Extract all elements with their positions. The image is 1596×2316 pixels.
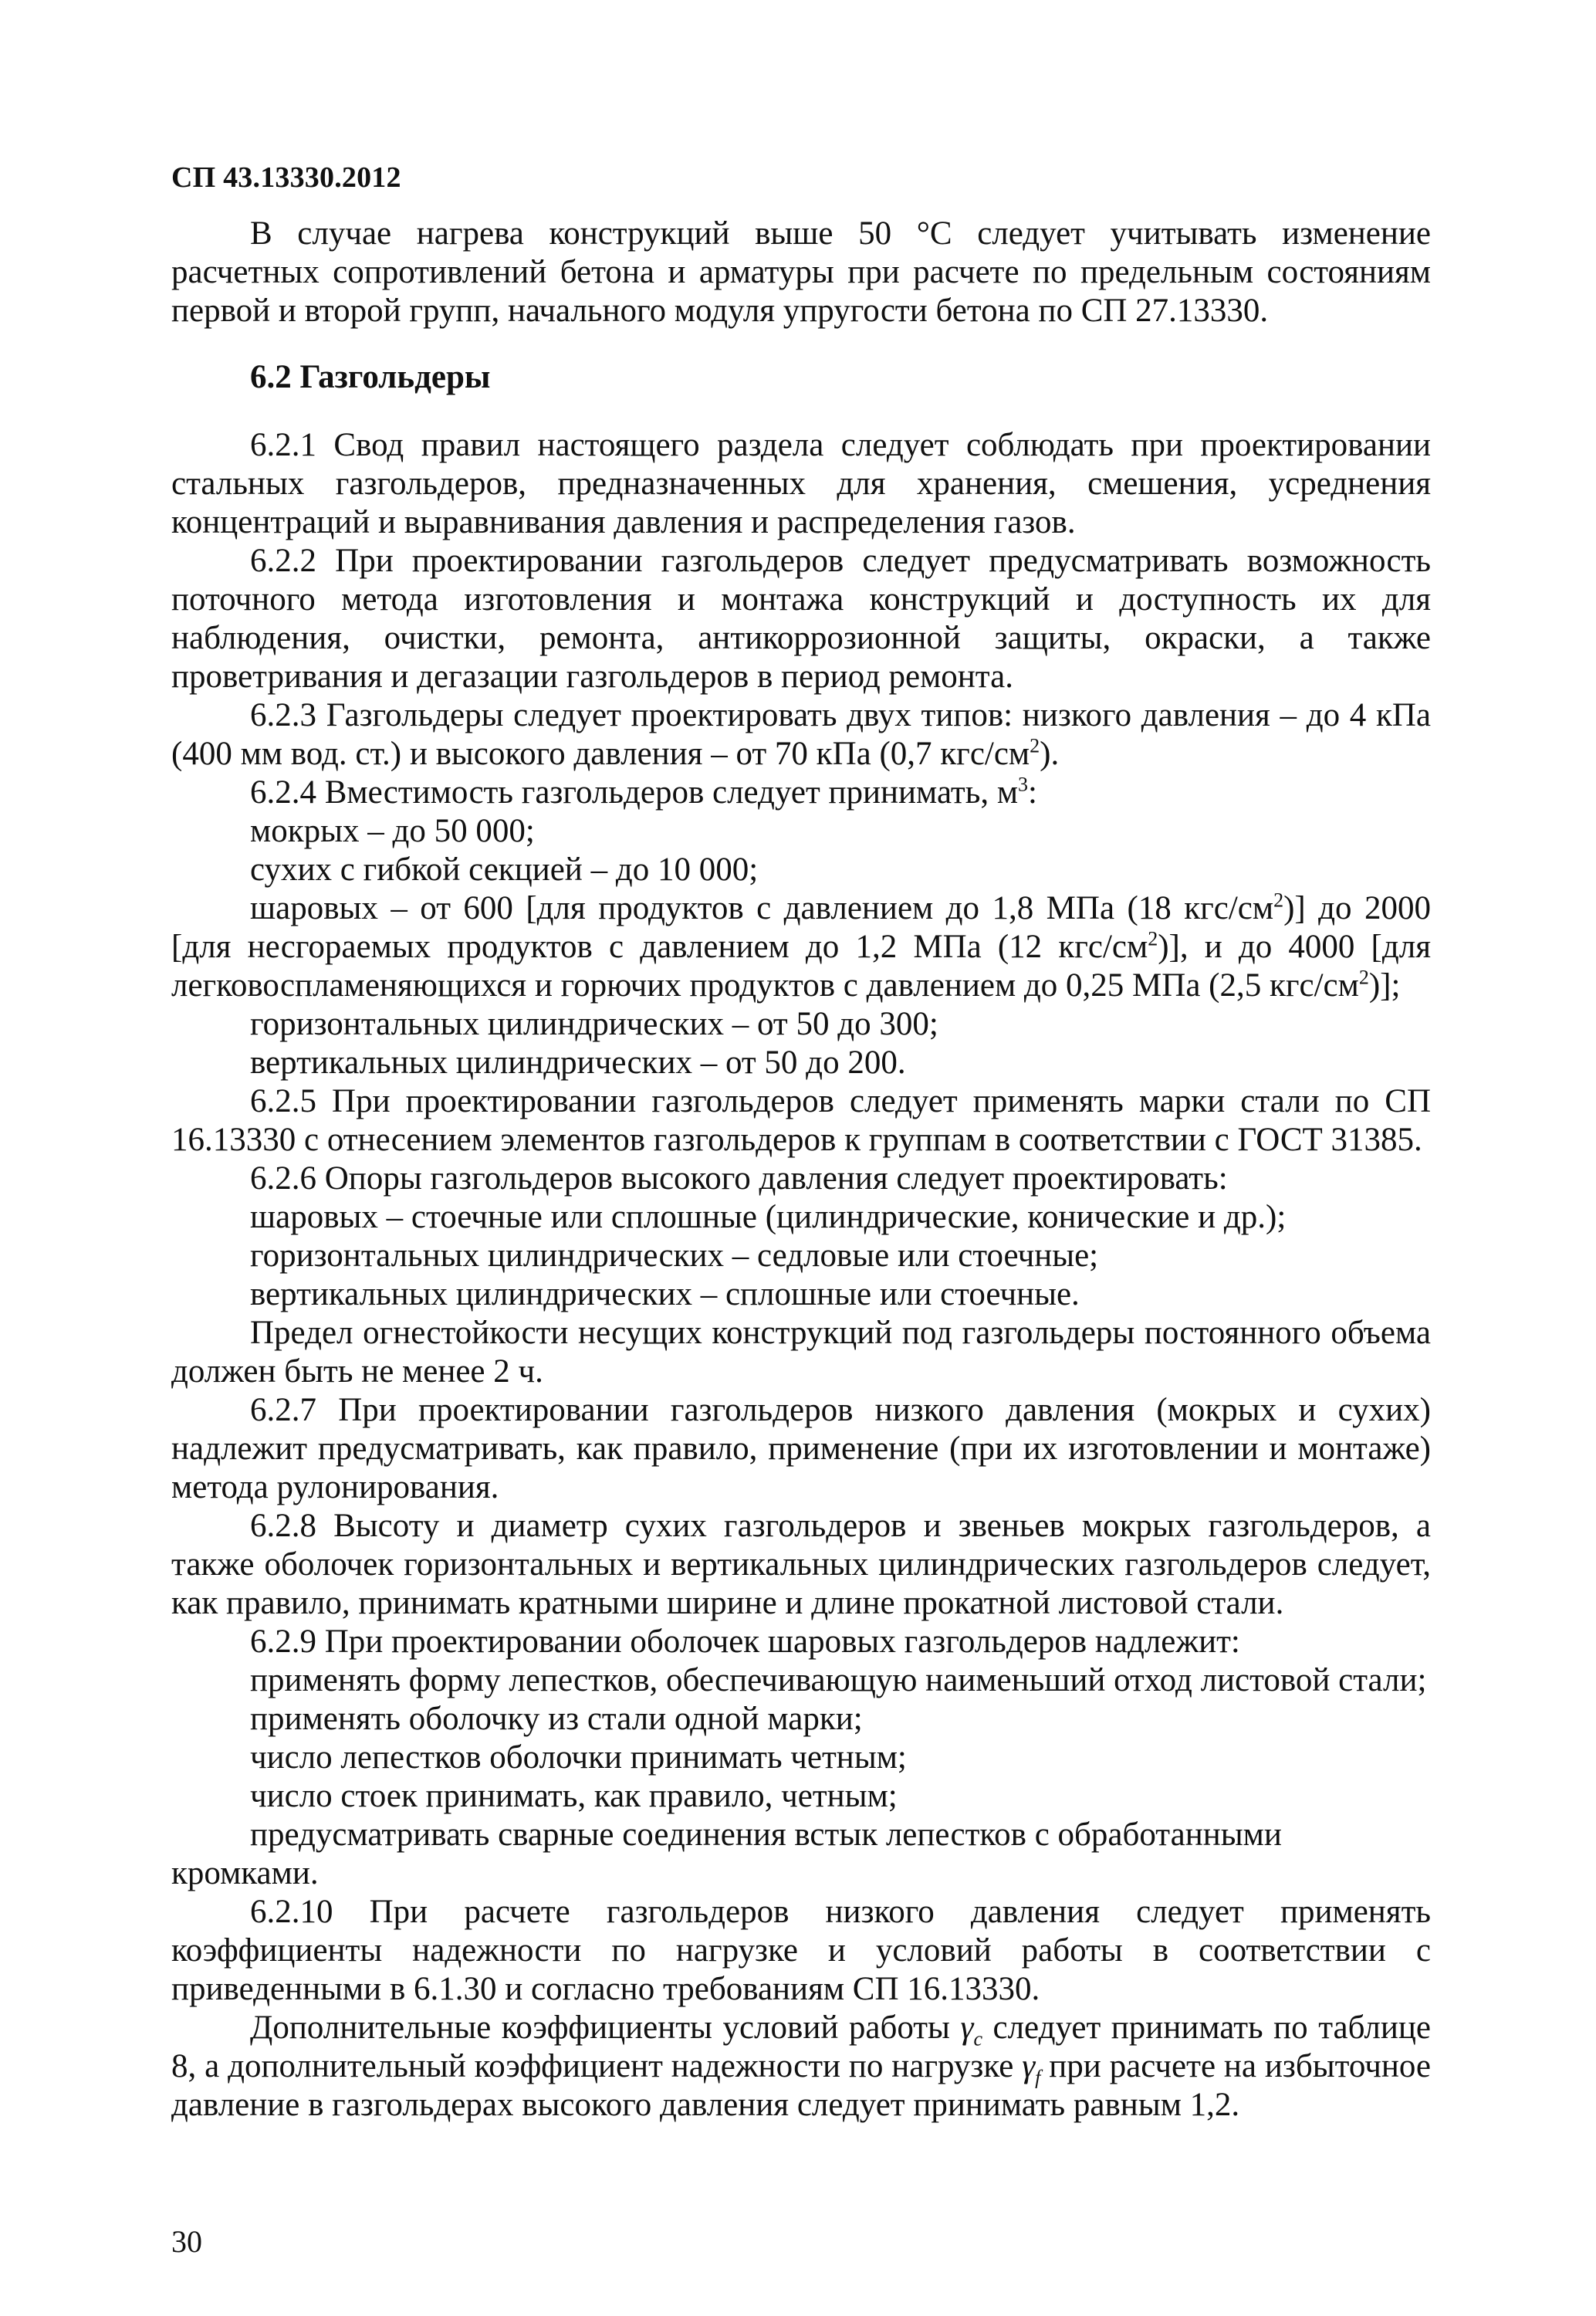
text-span: Дополнительные коэффициенты условий работы: [250, 2010, 961, 2046]
additional-coefficients-paragraph: [171, 2009, 1431, 2125]
paragraph-6-2-2: 6.2.2 При проектировании газгольдеров следует предусматривать возможность поточного метода изготовления и монтажа конструкций и доступность их для наблюдения, очистки, ремонта, антикоррозионной защиты, окраски, а также проветривания и дегазации газгольдеров в период ремонта.: [171, 543, 1431, 695]
text-span: :: [1028, 774, 1037, 811]
page-number: 30: [171, 2224, 202, 2259]
paragraph-6-2-8: 6.2.8 Высоту и диаметр сухих газгольдеров и звеньев мокрых газгольдеров, а также оболочек горизонтальных и вертикальных цилиндрических газгольдеров следует, как правило, принимать кратными ширине и длине прокатной листовой стали.: [171, 1508, 1431, 1621]
intro-paragraph: В случае нагрева конструкций выше 50 °С следует учитывать изменение расчетных сопротивлений бетона и арматуры при расчете по предельным состояниям первой и второй групп, начального модуля упругости бетона по СП 27.13330.: [171, 215, 1431, 329]
text-span: 6.2.4 Вместимость газгольдеров следует принимать, м: [250, 774, 1019, 811]
superscript: 2: [1148, 927, 1158, 950]
list-item: шаровых – стоечные или сплошные (цилиндрические, конические и др.);: [250, 1199, 1287, 1235]
gamma-letter: γ: [1022, 2048, 1036, 2084]
text-span: )];: [1368, 967, 1401, 1004]
subscript: f: [1035, 2066, 1041, 2089]
text-span: ).: [1040, 736, 1060, 772]
paragraph-6-2-7: 6.2.7 При проектировании газгольдеров низкого давления (мокрых и сухих) надлежит предусматривать, как правило, применение (при их изготовлении и монтаже) метода рулонирования.: [171, 1392, 1431, 1505]
list-item: сухих с гибкой секцией – до 10 000;: [250, 852, 759, 888]
paragraph-6-2-1: 6.2.1 Свод правил настоящего раздела следует соблюдать при проектировании стальных газгольдеров, предназначенных для хранения, смешения, усреднения концентраций и выравнивания давления и распределения газов.: [171, 427, 1431, 540]
list-item: мокрых – до 50 000;: [250, 813, 535, 849]
list-item: число стоек принимать, как правило, четным;: [250, 1778, 898, 1814]
subscript: c: [973, 2027, 982, 2050]
superscript: 3: [1018, 773, 1029, 796]
superscript: 2: [1358, 966, 1369, 989]
list-item: [171, 889, 1431, 1005]
paragraph-6-2-4: [171, 774, 1431, 812]
document-body: [171, 215, 1431, 2125]
text-span: при расчете на избыточное давление в газгольдерах высокого давления следует принимать равным 1,2.: [171, 2048, 1431, 2123]
paragraph-6-2-3: [171, 696, 1431, 774]
document-code: СП 43.13330.2012: [171, 161, 401, 194]
gamma-c-symbol: [960, 2010, 982, 2050]
paragraph-6-2-5: 6.2.5 При проектировании газгольдеров следует применять марки стали по СП 16.13330 с отнесением элементов газгольдеров к группам в соответствии с ГОСТ 31385.: [171, 1083, 1431, 1158]
text-span: 6.2.3 Газгольдеры следует проектировать двух типов: низкого давления – до 4 кПа (400 мм вод. ст.) и высокого давления – от 70 кПа (0,7 кгс/см: [171, 697, 1431, 772]
fire-resistance-paragraph: Предел огнестойкости несущих конструкций под газгольдеры постоянного объема должен быть не менее 2 ч.: [171, 1315, 1431, 1390]
text-span: )] до 2000 [для несгораемых продуктов с давлением до 1,2 МПа (12 кгс/см: [171, 890, 1431, 965]
paragraph-6-2-6: 6.2.6 Опоры газгольдеров высокого давления следует проектировать:: [250, 1160, 1228, 1197]
text-span: следует принимать по таблице 8, а дополнительный коэффициент надежности по нагрузке: [171, 2010, 1431, 2084]
list-item: вертикальных цилиндрических – сплошные или стоечные.: [250, 1276, 1080, 1312]
list-item: вертикальных цилиндрических – от 50 до 200.: [250, 1045, 906, 1081]
superscript: 2: [1273, 889, 1284, 912]
list-item: число лепестков оболочки принимать четным;: [250, 1739, 907, 1776]
paragraph-6-2-10: 6.2.10 При расчете газгольдеров низкого давления следует применять коэффициенты надежности по нагрузке и условий работы в соответствии с приведенными в 6.1.30 и согласно требованиям СП 16.13330.: [171, 1894, 1431, 2007]
text-span: )], и до 4000 [для легковоспламеняющихся и горючих продуктов с давлением до 0,25 МПа (2,5 кгс/см: [171, 929, 1431, 1004]
section-title: 6.2 Газгольдеры: [250, 359, 491, 395]
list-item: применять форму лепестков, обеспечивающую наименьший отход листовой стали;: [250, 1662, 1427, 1698]
text-span: шаровых – от 600 [для продуктов с давлением до 1,8 МПа (18 кгс/см: [250, 890, 1274, 926]
superscript: 2: [1030, 734, 1040, 757]
list-item: горизонтальных цилиндрических – от 50 до 300;: [250, 1006, 938, 1042]
paragraph-6-2-9: 6.2.9 При проектировании оболочек шаровых газгольдеров надлежит:: [250, 1624, 1240, 1660]
list-item: горизонтальных цилиндрических – седловые или стоечные;: [250, 1238, 1099, 1274]
list-item: применять оболочку из стали одной марки;: [250, 1701, 863, 1737]
gamma-letter: γ: [960, 2010, 974, 2046]
list-item: предусматривать сварные соединения встык лепестков с обработанными кромками.: [171, 1817, 1282, 1891]
gamma-f-symbol: [1022, 2048, 1041, 2089]
